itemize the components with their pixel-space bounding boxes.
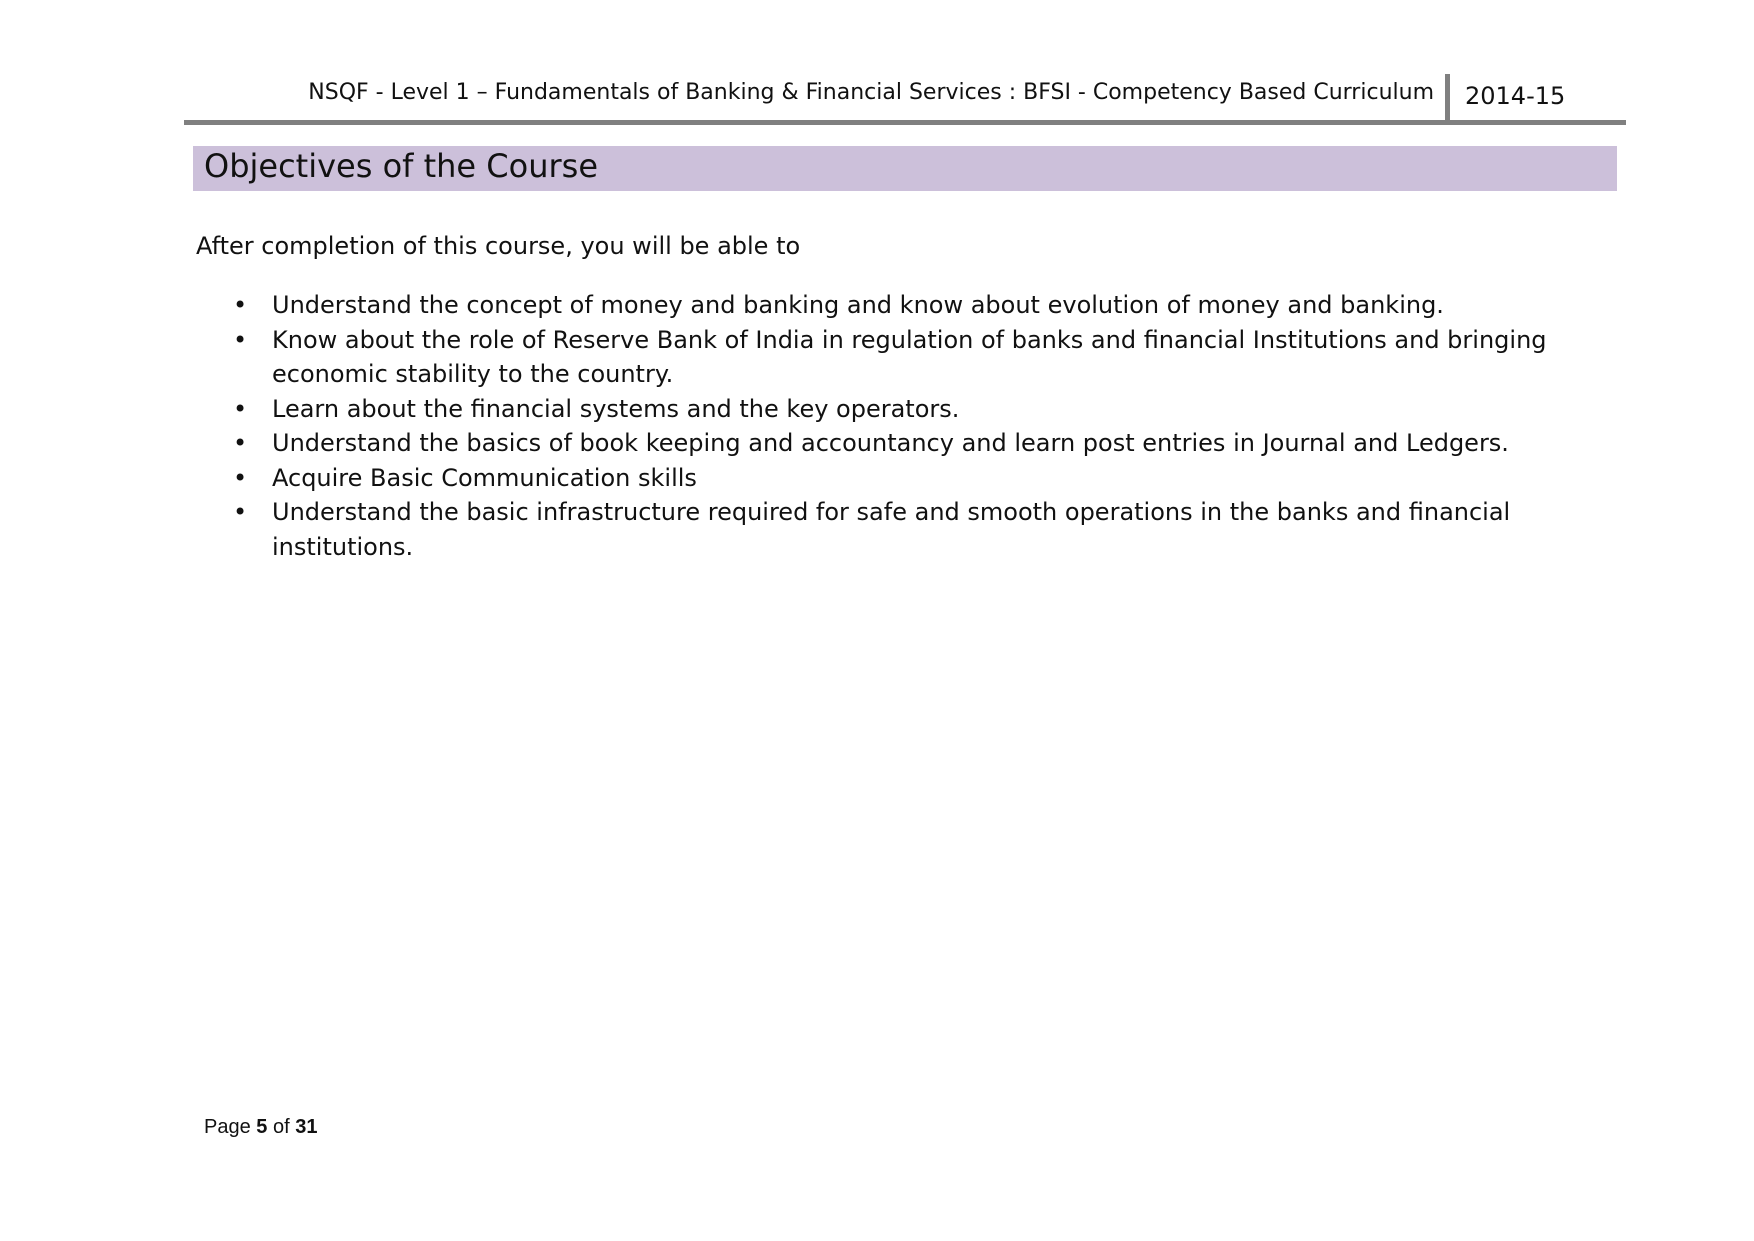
bullet-icon: • <box>233 429 248 457</box>
objective-text: Understand the basic infrastructure required for safe and smooth operations in the banks and financial institutions. <box>272 498 1511 561</box>
objective-text: Understand the basics of book keeping and accountancy and learn post entries in Journal and Ledgers. <box>272 429 1509 457</box>
page-label: Page <box>204 1116 251 1138</box>
objective-item <box>230 461 1630 496</box>
header-divider <box>1445 74 1450 120</box>
objective-text: Learn about the financial systems and the key operators. <box>272 394 960 423</box>
bullet-icon: • <box>233 463 248 492</box>
header-title: NSQF - Level 1 – Fundamentals of Banking & Financial Services : BFSI - Competency Based Curriculum <box>308 80 1434 105</box>
header-rule <box>184 120 1626 125</box>
header-year: 2014-15 <box>1465 82 1566 110</box>
objective-text: Know about the role of Reserve Bank of India in regulation of banks and financial Institutions and bringing economic stability to the country. <box>272 325 1547 388</box>
page-footer <box>204 1116 317 1139</box>
objectives-list <box>230 288 1630 564</box>
intro-text: After completion of this course, you will be able to <box>196 232 801 260</box>
page-header <box>184 74 1626 124</box>
objective-item <box>230 392 1630 427</box>
bullet-icon: • <box>233 325 248 354</box>
objective-text: Understand the concept of money and banking and know about evolution of money and banking. <box>272 291 1444 319</box>
of-label: of <box>272 1116 290 1138</box>
page-total: 31 <box>295 1116 318 1138</box>
section-heading <box>193 146 1617 191</box>
objective-item <box>230 323 1630 392</box>
objective-item <box>230 288 1630 323</box>
bullet-icon: • <box>233 498 248 526</box>
bullet-icon: • <box>233 394 248 423</box>
section-heading-text: Objectives of the Course <box>204 147 598 185</box>
objective-text: Acquire Basic Communication skills <box>272 463 697 492</box>
objective-item <box>230 426 1630 461</box>
objective-item <box>230 495 1630 564</box>
page-number: 5 <box>256 1116 268 1138</box>
bullet-icon: • <box>233 291 248 319</box>
